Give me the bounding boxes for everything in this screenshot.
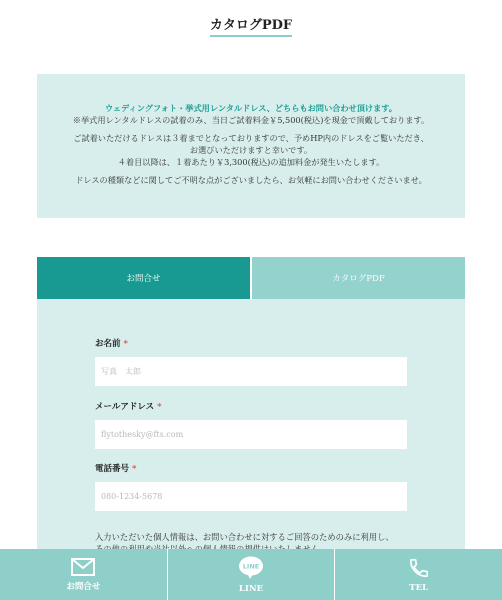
- notice-line-dresses: ご試着いただけるドレスは３着までとなっておりますので、予めHP内のドレスをご覧いただき、: [73, 133, 429, 143]
- bottom-line-button[interactable]: [167, 549, 335, 600]
- mail-icon: [71, 558, 95, 576]
- tab-catalog-pdf[interactable]: カタログPDF: [250, 257, 465, 299]
- bottom-tel-button[interactable]: [334, 549, 502, 600]
- bottom-contact-button[interactable]: [0, 549, 167, 600]
- notice-line-contact: ドレスの種類などに関してご不明な点がございましたら、お気軽にお問い合わせくださいませ。: [75, 175, 427, 185]
- tab-contact[interactable]: お問合せ: [37, 257, 250, 299]
- notice-headline: ウェディングフォト・挙式用レンタルドレス、どちらもお問い合わせ頂けます。: [104, 103, 397, 113]
- contact-form: [37, 299, 465, 559]
- phone-label-text: 電話番号: [95, 464, 130, 474]
- required-mark: *: [123, 339, 128, 349]
- name-label: [95, 337, 128, 349]
- phone-icon: [408, 557, 430, 579]
- title-underline: [210, 35, 292, 37]
- notice-line-fee: ※挙式用レンタルドレスの試着のみ、当日ご試着料金￥5,500(税込)を現金で頂戴しております。: [72, 115, 430, 125]
- phone-input[interactable]: [95, 482, 407, 511]
- required-mark: *: [157, 402, 162, 412]
- email-input[interactable]: [95, 420, 407, 449]
- bottom-contact-label: お問合せ: [66, 581, 101, 592]
- form-tabs: [37, 257, 465, 299]
- notice-line-select: お選びいただけますと幸いです。: [189, 145, 313, 155]
- bottom-line-label: LINE: [238, 583, 264, 594]
- email-label: [95, 400, 162, 412]
- line-icon-text: LINE: [242, 562, 260, 570]
- privacy-line: 入力いただいた個人情報は、お問い合わせに対するご回答のためのみに利用し、: [95, 532, 394, 542]
- email-label-text: メールアドレス: [95, 402, 155, 412]
- phone-label: [95, 462, 136, 474]
- name-label-text: お名前: [95, 339, 121, 349]
- name-placeholder: 写真 太郎: [101, 367, 141, 376]
- required-mark: *: [132, 464, 137, 474]
- email-placeholder: flytothesky@fts.com: [101, 430, 184, 439]
- notice-box: [37, 74, 465, 218]
- line-icon: [238, 556, 264, 580]
- notice-line-additional: ４着目以降は、１着あたり￥3,300(税込)の追加料金が発生いたします。: [117, 157, 385, 167]
- bottom-tel-label: TEL: [409, 582, 429, 593]
- phone-placeholder: 080-1234-5678: [101, 492, 163, 501]
- bottom-nav-bar: [0, 549, 502, 600]
- page-title: カタログPDF: [209, 18, 293, 33]
- name-input[interactable]: [95, 357, 407, 386]
